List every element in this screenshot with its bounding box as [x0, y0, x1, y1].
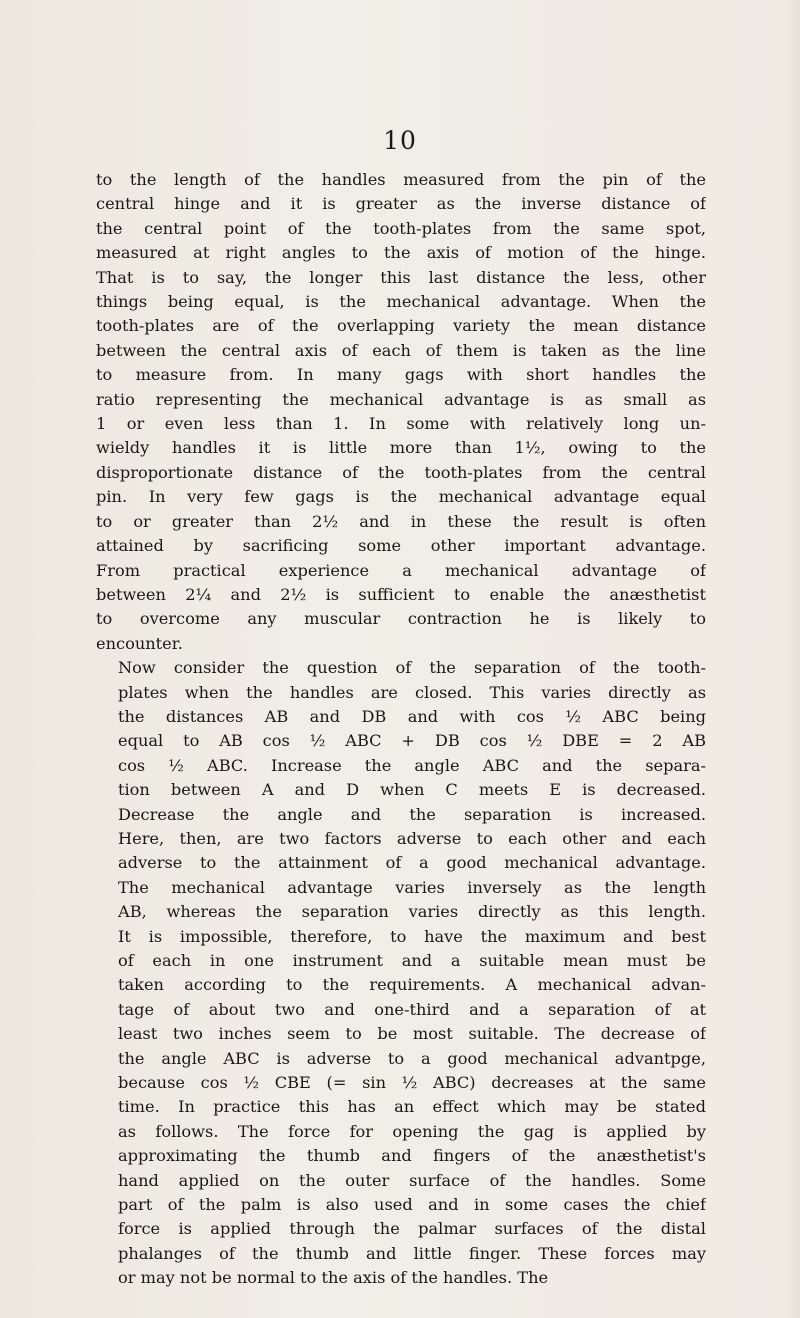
text-line: ratio representing the mechanical advantage is as small as — [96, 389, 706, 409]
text-line: Here, then, are two factors adverse to each other and each — [118, 828, 706, 848]
paragraph-1 — [96, 168, 706, 656]
text-line: to the length of the handles measured from the pin of the — [96, 170, 706, 189]
text-line: to overcome any muscular contraction he is likely to — [96, 609, 706, 629]
text-line: tage of about two and one-third and a separation of at — [118, 999, 706, 1019]
text-line: attained by sacrificing some other important advantage. — [96, 536, 706, 556]
text-line: Now consider the question of the separation of the tooth- — [118, 658, 706, 678]
page-edge-shadow — [786, 0, 800, 1318]
text-line: part of the palm is also used and in some cases the chief — [118, 1195, 706, 1215]
text-line: because cos ½ CBE (= sin ½ ABC) decreases at the same — [118, 1073, 706, 1093]
text-line: force is applied through the palmar surfaces of the distal — [118, 1219, 706, 1239]
text-line: From practical experience a mechanical advantage of — [96, 560, 706, 580]
text-line: between 2¼ and 2½ is sufficient to enable the anæsthetist — [96, 584, 706, 604]
text-line: The mechanical advantage varies inversely as the length — [118, 877, 706, 897]
text-line: disproportionate distance of the tooth-plates from the central — [96, 462, 706, 482]
text-line: That is to say, the longer this last distance the less, other — [96, 267, 706, 287]
text-line: as follows. The force for opening the gag is applied by — [118, 1121, 706, 1141]
text-line: to measure from. In many gags with short handles the — [96, 365, 706, 385]
text-line: least two inches seem to be most suitable. The decrease of — [118, 1024, 706, 1044]
body-text — [96, 168, 706, 1291]
text-line: It is impossible, therefore, to have the maximum and best — [118, 926, 706, 946]
page-number: 10 — [383, 126, 417, 155]
text-line: cos ½ ABC. Increase the angle ABC and the separa- — [118, 755, 706, 775]
paragraph-2 — [96, 656, 706, 1291]
text-line: taken according to the requirements. A mechanical advan- — [118, 975, 706, 995]
text-line: phalanges of the thumb and little finger. These forces may — [118, 1243, 706, 1263]
text-line: measured at right angles to the axis of motion of the hinge. — [96, 243, 706, 263]
text-line: adverse to the attainment of a good mechanical advantage. — [118, 853, 706, 873]
text-line: time. In practice this has an effect which may be stated — [118, 1097, 706, 1117]
text-line: or may not be normal to the axis of the handles. The — [118, 1268, 549, 1288]
text-line: plates when the handles are closed. This varies directly as — [118, 682, 706, 702]
text-line: between the central axis of each of them is taken as the line — [96, 340, 706, 360]
text-line: Decrease the angle and the separation is increased. — [118, 804, 706, 824]
text-line: of each in one instrument and a suitable mean must be — [118, 951, 706, 970]
text-line: hand applied on the outer surface of the handles. Some — [118, 1170, 706, 1190]
text-line: pin. In very few gags is the mechanical advantage equal — [96, 487, 706, 507]
text-line: the angle ABC is adverse to a good mechanical advantpge, — [118, 1048, 706, 1068]
text-line: the distances AB and DB and with cos ½ ABC being — [118, 706, 706, 726]
text-line: things being equal, is the mechanical advantage. When the — [96, 292, 706, 312]
text-line: wieldy handles it is little more than 1½, owing to the — [96, 438, 706, 458]
text-line: 1 or even less than 1. In some with relatively long un- — [96, 414, 706, 434]
text-line: equal to AB cos ½ ABC + DB cos ½ DBE = 2 AB — [118, 731, 706, 751]
text-line: tion between A and D when C meets E is decreased. — [118, 780, 706, 800]
text-line: the central point of the tooth-plates from the same spot, — [96, 218, 706, 238]
text-line: central hinge and it is greater as the inverse distance of — [96, 194, 706, 214]
text-line: encounter. — [96, 633, 183, 653]
text-line: approximating the thumb and fingers of the anæsthetist's — [118, 1146, 706, 1166]
text-line: to or greater than 2½ and in these the result is often — [96, 511, 706, 531]
text-line: AB, whereas the separation varies directly as this length. — [118, 902, 706, 922]
text-line: tooth-plates are of the overlapping variety the mean distance — [96, 316, 706, 336]
